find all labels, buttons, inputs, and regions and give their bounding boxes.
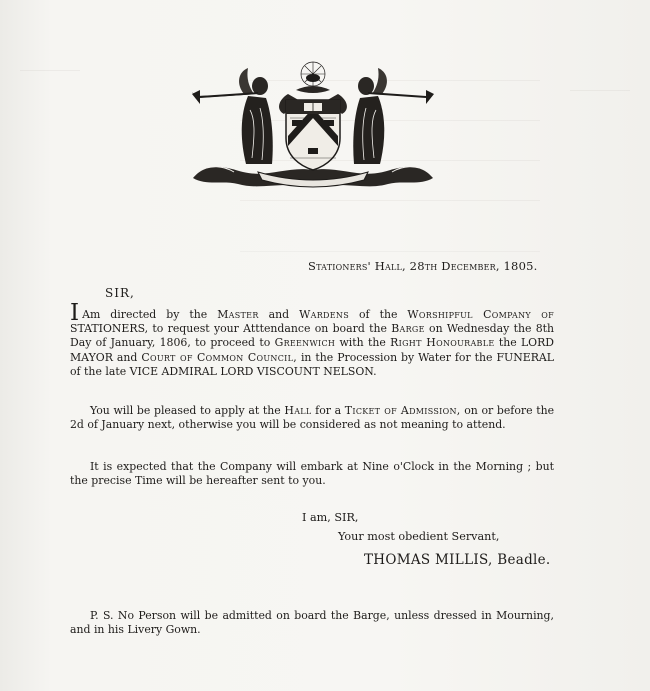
admission-paragraph [70, 404, 554, 432]
p1-company: Worshipful Company of [407, 308, 554, 321]
p1-text-8: in the Procession by Water for the FUNERAL of the late VICE ADMIRAL LORD VISCOUNT NELSON. [70, 350, 554, 378]
p1-text-5: on Wednesday the 8th Day of January, 1806, to proceed to [70, 322, 555, 350]
p1-right-hon: Right Honourable [390, 336, 495, 350]
coat-of-arms-engraving [188, 60, 438, 192]
p2-hall: Hall [284, 404, 312, 417]
p1-wardens: Wardens [299, 308, 349, 321]
p1-greenwich: Greenwich [274, 336, 336, 350]
p1-master: Master [217, 308, 259, 321]
p1-text-7: the LORD MAYOR and [70, 336, 555, 364]
closing-line: I am, SIR, [302, 511, 359, 524]
p1-stationers: STATIONERS, [70, 322, 149, 336]
dateline: Stationers' Hall, 28th December, 1805. [308, 259, 538, 273]
p2-text-3: on or before the 2d of January next, otherwise you will be considered as not meaning to attend. [70, 404, 555, 432]
p1-barge: Barge [391, 322, 425, 336]
postscript: P. S. No Person will be admitted on board the Barge, unless dressed in Mourning, and in his Livery Gown. [70, 609, 554, 637]
p2-text-1: You will be pleased to apply at the [90, 404, 281, 417]
p2-text-2: for a [315, 404, 342, 417]
p1-text-4: to request your Atttendance on board the [152, 322, 387, 336]
p1-court: Court of Common Council, [141, 350, 297, 364]
salutation: SIR, [105, 286, 135, 300]
closing-servant: Your most obedient Servant, [338, 530, 500, 543]
p1-text-3: of the [358, 308, 398, 321]
signature: THOMAS MILLIS, Beadle. [364, 552, 551, 568]
p1-text-2: and [268, 308, 290, 321]
drop-cap: I [70, 300, 80, 326]
main-paragraph [70, 300, 555, 379]
p1-text-6: with the [339, 336, 386, 350]
p1-text-1: Am directed by the [82, 308, 208, 321]
timing-paragraph: It is expected that the Company will embark at Nine o'Clock in the Morning ; but the precise Time will be hereafter sent to you. [70, 460, 554, 488]
p2-ticket: Ticket of Admission, [344, 404, 461, 417]
